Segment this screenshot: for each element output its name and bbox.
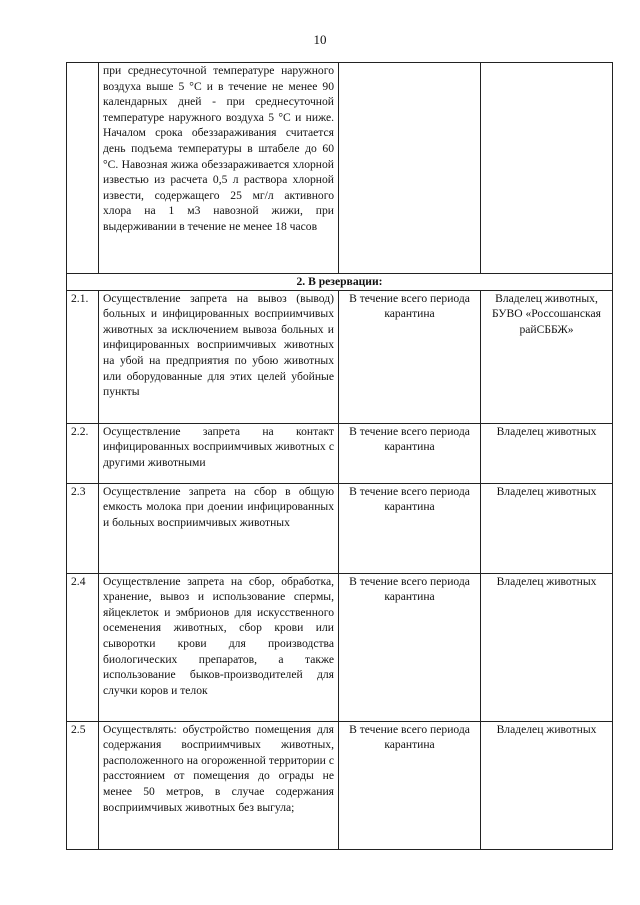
table-row <box>67 573 613 721</box>
row-number-cell <box>67 63 99 274</box>
term-text: В течение всего периода карантина <box>339 423 481 483</box>
quarantine-measures-table <box>66 62 613 850</box>
responsible-text: Владелец животных <box>481 721 613 849</box>
term-cell <box>339 63 481 274</box>
table-row <box>67 483 613 573</box>
action-text: Осуществление запрета на контакт инфицированных восприимчивых животных с другими животными <box>99 423 339 483</box>
table-row <box>67 290 613 423</box>
row-number: 2.1. <box>67 290 99 423</box>
action-text: Осуществление запрета на сбор, обработка, хранение, вывоз и использование спермы, яйцеклеток и эмбрионов для искусственного осеменения животных, сбор крови или сыворотки крови для производства биологических препаратов, а также использование быков-производителей для случки коров и телок <box>99 573 339 721</box>
term-text: В течение всего периода карантина <box>339 483 481 573</box>
section-title: 2. В резервации: <box>67 274 613 291</box>
table-row <box>67 721 613 849</box>
section-header-row <box>67 274 613 291</box>
term-text: В течение всего периода карантина <box>339 721 481 849</box>
page-number: 10 <box>313 32 327 47</box>
term-text: В течение всего периода карантина <box>339 290 481 423</box>
action-text: Осуществление запрета на вывоз (вывод) больных и инфицированных восприимчивых животных за исключением вывоза больных и инфицированных восприимчивых животных на убой на предприятия по убою животных или оборудованные для этих целей убойные пункты <box>99 290 339 423</box>
responsible-text: Владелец животных, БУВО «Россошанская райСББЖ» <box>481 290 613 423</box>
action-cell <box>99 63 339 274</box>
term-text: В течение всего периода карантина <box>339 573 481 721</box>
responsible-text: Владелец животных <box>481 483 613 573</box>
responsible-cell <box>481 63 613 274</box>
responsible-text: Владелец животных <box>481 423 613 483</box>
responsible-text: Владелец животных <box>481 573 613 721</box>
table-row <box>67 423 613 483</box>
row-number: 2.4 <box>67 573 99 721</box>
action-text: при среднесуточной температуре наружного воздуха выше 5 °С и в течение не менее 90 календарных дней - при среднесуточной температуре наружного воздуха 5 °С и ниже. Началом срока обеззараживания считается день подъема температуры в штабеле до 60 °С. Навозная жижа обеззараживается хлорной известью из расчета 0,5 л раствора хлорной извести, содержащего 25 мг/л активного хлора на 1 м3 навозной жижи, при выдерживании в течение не менее 18 часов <box>103 64 334 233</box>
table-row-continuation <box>67 63 613 274</box>
row-number: 2.3 <box>67 483 99 573</box>
row-number: 2.5 <box>67 721 99 849</box>
action-text: Осуществлять: обустройство помещения для содержания восприимчивых животных, расположенного на огороженной территории с расстоянием от помещения до ограды не менее 50 метров, в случае содержания восприимчивых животных без выгула; <box>99 721 339 849</box>
row-number: 2.2. <box>67 423 99 483</box>
action-text: Осуществление запрета на сбор в общую емкость молока при доении инфицированных и больных восприимчивых животных <box>99 483 339 573</box>
